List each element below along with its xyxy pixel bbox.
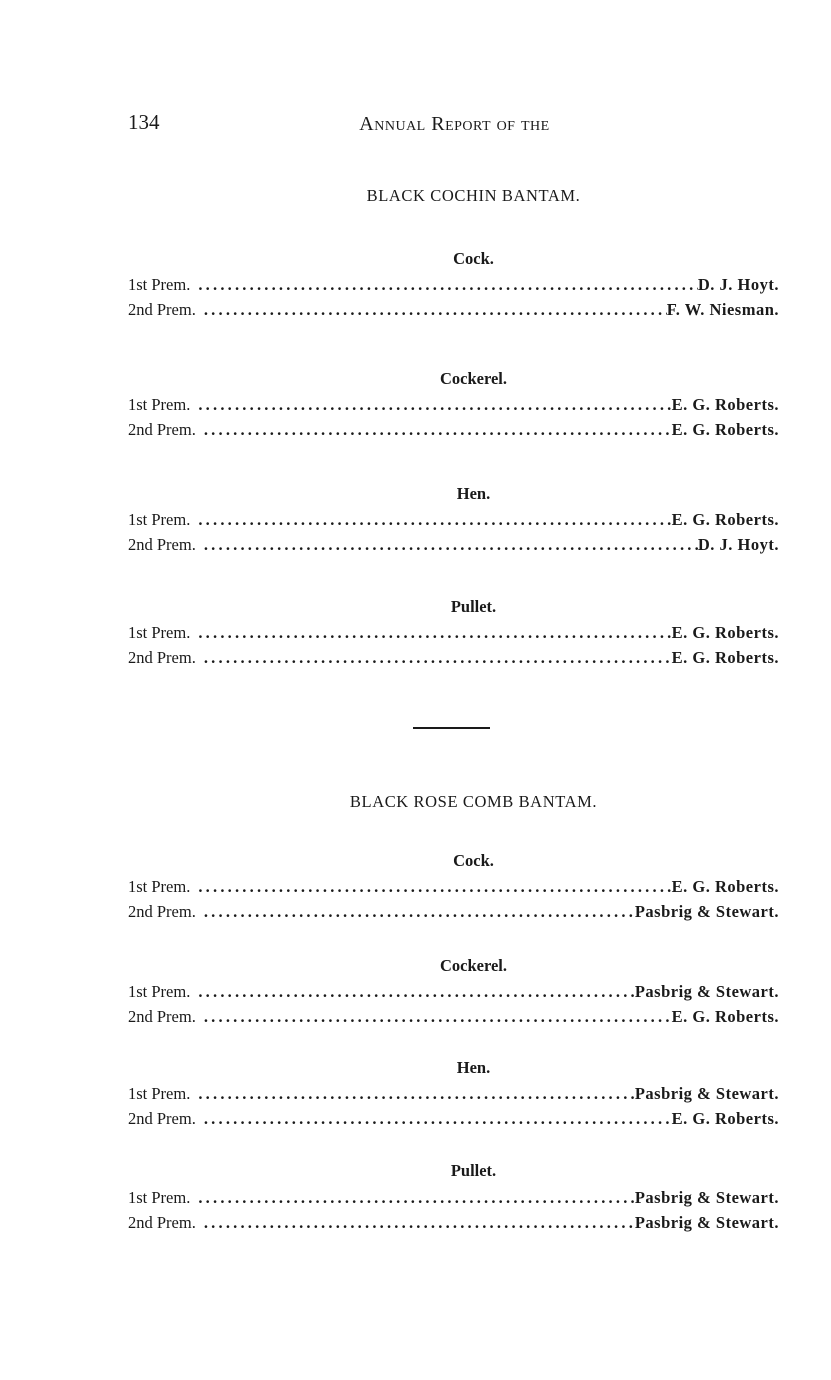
group-title: Pullet. [450,1161,497,1180]
dot-leader [198,620,671,645]
dot-leader [198,1081,634,1106]
premium-entry [128,417,779,442]
premium-entry [128,874,779,899]
premium-entry [128,392,779,417]
group-title: Cock. [453,851,494,870]
dot-leader [204,1106,672,1131]
premium-rank: 1st Prem. [128,395,191,414]
premium-list [128,874,779,924]
premium-winner: E. G. Roberts. [671,877,779,896]
running-head: Annual Report of the [359,113,550,135]
premium-list [128,1185,779,1235]
premium-rank: 1st Prem. [128,1188,191,1207]
section-title: BLACK ROSE COMB BANTAM. [349,792,598,811]
premium-winner: E. G. Roberts. [671,1007,779,1026]
premium-rank: 2nd Prem. [128,648,196,667]
premium-rank: 2nd Prem. [128,902,196,921]
premium-entry [128,297,779,322]
premium-rank: 2nd Prem. [128,535,196,554]
premium-winner: Pasbrig & Stewart. [634,1213,779,1232]
premium-winner: D. J. Hoyt. [697,535,779,554]
premium-winner: E. G. Roberts. [671,648,779,667]
premium-entry [128,1004,779,1029]
premium-rank: 1st Prem. [128,623,191,642]
dot-leader [204,297,667,322]
dot-leader [204,1210,635,1235]
group-title: Hen. [456,1058,491,1077]
premium-winner: E. G. Roberts. [671,510,779,529]
premium-rank: 2nd Prem. [128,1109,196,1128]
premium-entry [128,1210,779,1235]
group-title: Pullet. [450,597,497,616]
premium-list [128,272,779,322]
premium-entry [128,899,779,924]
premium-winner: Pasbrig & Stewart. [634,1084,779,1103]
premium-rank: 2nd Prem. [128,1007,196,1026]
premium-winner: Pasbrig & Stewart. [634,982,779,1001]
section-title: BLACK COCHIN BANTAM. [366,186,581,205]
dot-leader [204,899,635,924]
premium-rank: 1st Prem. [128,275,191,294]
premium-entry [128,507,779,532]
group-title: Cockerel. [439,956,508,975]
premium-winner: Pasbrig & Stewart. [634,902,779,921]
premium-list [128,1081,779,1131]
premium-entry [128,1081,779,1106]
premium-rank: 2nd Prem. [128,1213,196,1232]
premium-entry [128,272,779,297]
group-title: Cock. [453,249,494,268]
premium-entry [128,645,779,670]
dot-leader [204,645,672,670]
premium-entry [128,1106,779,1131]
dot-leader [198,1185,634,1210]
dot-leader [198,392,671,417]
dot-leader [198,507,671,532]
premium-entry [128,532,779,557]
premium-winner: D. J. Hoyt. [697,275,779,294]
premium-entry [128,1185,779,1210]
premium-winner: E. G. Roberts. [671,623,779,642]
premium-winner: F. W. Niesman. [666,300,779,319]
premium-winner: E. G. Roberts. [671,395,779,414]
dot-leader [198,272,698,297]
premium-entry [128,979,779,1004]
dot-leader [204,1004,672,1029]
premium-list [128,979,779,1029]
premium-rank: 1st Prem. [128,1084,191,1103]
premium-rank: 1st Prem. [128,877,191,896]
group-title: Hen. [456,484,491,503]
premium-winner: E. G. Roberts. [671,420,779,439]
premium-rank: 1st Prem. [128,982,191,1001]
premium-winner: Pasbrig & Stewart. [634,1188,779,1207]
premium-rank: 2nd Prem. [128,300,196,319]
premium-rank: 1st Prem. [128,510,191,529]
group-title: Cockerel. [439,369,508,388]
page-number: 134 [128,110,160,134]
premium-list [128,392,779,442]
dot-leader [198,979,634,1004]
section-divider [413,727,490,729]
premium-rank: 2nd Prem. [128,420,196,439]
dot-leader [204,532,698,557]
premium-list [128,620,779,670]
premium-list [128,507,779,557]
dot-leader [204,417,672,442]
dot-leader [198,874,671,899]
premium-entry [128,620,779,645]
premium-winner: E. G. Roberts. [671,1109,779,1128]
